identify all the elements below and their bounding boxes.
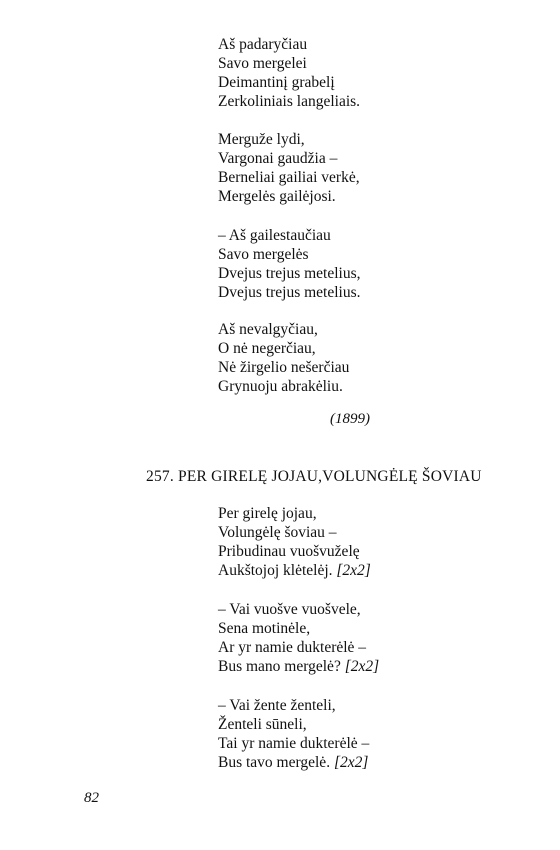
poem-line: Vargonai gaudžia – <box>218 150 338 167</box>
poem-line: Dvejus trejus metelius. <box>218 284 361 301</box>
poem-line: Savo mergelei <box>218 55 307 72</box>
poem-line: Aš nevalgyčiau, <box>218 321 318 338</box>
song-heading: 257. PER GIRELĘ JOJAU,VOLUNGĖLĘ ŠOVIAU <box>146 468 482 485</box>
refrain-marker: [2x2] <box>344 658 380 675</box>
poem2-stanza-1 <box>218 504 371 580</box>
poem-line: Tai yr namie dukterėlė – <box>218 735 370 752</box>
poem-line: Mergelės gailėjosi. <box>218 188 336 205</box>
poem-line: Grynuoju abrakėliu. <box>218 378 343 395</box>
poem-line: Sena motinėle, <box>218 620 311 637</box>
poem-line: – Aš gailestaučiau <box>218 227 331 244</box>
refrain-marker: [2x2] <box>333 754 369 771</box>
poem-line: Volungėlę šoviau – <box>218 524 337 541</box>
poem1-stanza-2 <box>218 130 360 206</box>
poem-line: Aš padaryčiau <box>218 36 308 53</box>
poem2-stanza-3 <box>218 696 369 772</box>
poem-line: O nė negerčiau, <box>218 340 316 357</box>
poem-line: Pribudinau vuošvuželę <box>218 543 360 560</box>
page-number: 82 <box>84 790 99 806</box>
poem-date: (1899) <box>330 411 370 427</box>
poem-line <box>218 561 371 580</box>
poem-line: – Vai vuošve vuošvele, <box>218 601 361 618</box>
poem-line <box>218 753 369 772</box>
poem1-stanza-1 <box>218 35 360 111</box>
refrain-marker: [2x2] <box>336 562 371 579</box>
poem1-stanza-3 <box>218 226 361 302</box>
poem-line: Zerkoliniais langeliais. <box>218 93 361 110</box>
poem-line: Merguže lydi, <box>218 131 305 148</box>
poem-line: Per girelę jojau, <box>218 505 317 522</box>
poem-line: Ženteli sūneli, <box>218 716 307 733</box>
poem-line-text: Bus tavo mergelė. <box>218 754 331 771</box>
poem-line: Savo mergelės <box>218 246 309 263</box>
poem-line: Deimantinį grabelį <box>218 74 335 91</box>
poem-line: Nė žirgelio nešerčiau <box>218 359 350 376</box>
poem-line: Dvejus trejus metelius, <box>218 265 361 282</box>
poem2-stanza-2 <box>218 600 379 676</box>
poem-line: Berneliai gailiai verkė, <box>218 169 360 186</box>
poem-line-text: Bus mano mergelė? <box>218 658 341 675</box>
poem-line: Ar yr namie dukterėlė – <box>218 639 367 656</box>
poem-line <box>218 657 379 676</box>
poem1-stanza-4 <box>218 320 349 396</box>
poem-line: – Vai žente ženteli, <box>218 697 336 714</box>
poem-line-text: Aukštojoj klėtelėj. <box>218 562 333 579</box>
